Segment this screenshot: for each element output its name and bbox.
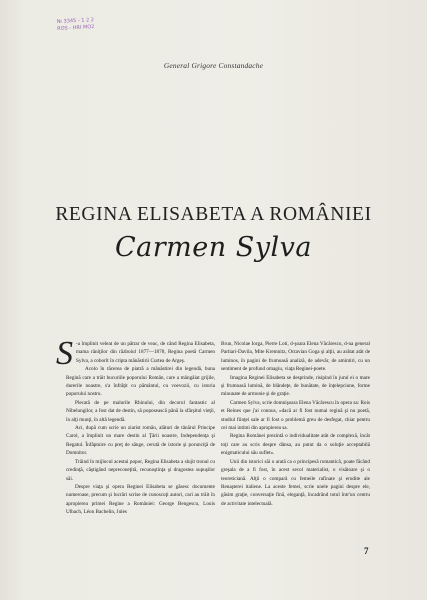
page-number: 7 — [364, 546, 369, 556]
paragraph: Despre viaţa şi opera Reginei Elisabeta se găsesc documente numeroase, precum şi lucrări scrise de cunoscuţi autori, cari au trăit în apropierea primei Regine a României: George Bengescu, Louis Ulbach, Léon Bachelin, Jules — [66, 483, 215, 516]
paragraph-text: -a împlinit veleat de un pătrar de veac, de când Regina Elisabeta, mama răniţilor din războiul 1877—1878, Regina poetă Carmen Sylva, a coborît în cripta mănăstirii Curtea de Argeş. — [76, 341, 215, 364]
paragraph: Imagina Reginei Elisabeta se desprinde, risipind în jurul ei o mare şi frumoasă lumină, de blândeţe, de bunătate, de înţelepciune, forme minunate de armonie şi de graţie. — [221, 374, 370, 398]
paragraph — [56, 335, 215, 372]
paragraph: Unii din istorici săi o arată ca o principesă romantică, poate făcând greşala de a fi fost, în acest secol materialist, o visătoare şi o teoreticiană. Alţii o compară cu femeile rafinate şi erudite ale Renaşterei italiene. La aceste femei, scrie unele pagini despre ele, găsim graţie, conversaţie fină, eleganţă, încadrând totul într'un centru de activitate intelectuală. — [221, 458, 370, 507]
handwritten-line: № 3345 - 1 2 2 — [56, 17, 95, 25]
handwritten-note — [57, 17, 95, 33]
page-subtitle: Carmen Sylva — [115, 232, 312, 263]
paragraph: Acolo în tăcerea de piatră a mănăstirei din legendă, buna Regină care a trăit bucuriile poporului Român, care a mângâiat grijile, durerile noastre, s'a înfrăţit cu pământul, cu voevozii, cu istoria poporului nostru. — [66, 366, 215, 398]
paragraph: Brun, Nicolae Iorga, Pierre Loti, d-şoara Elena Văcărescu, d-na general Partiari-Davila, Mite Kremnitz, Octavian Goga şi alţii, au arătat atât de luminos, în pagini de frumoasă analiză, de adevăr, de amintiri, cu un sentiment de profund omagiu, viaţa Reginei-poete. — [221, 341, 370, 373]
author-name: General Grigore Constandache — [163, 61, 264, 70]
page-title: REGINA ELISABETA A ROMÂNIEI — [55, 204, 372, 226]
paragraph: Aci, după cum scrie un ziarist român, alături de tânărul Principe Carol, a împlinit un mare destin al Ţării noastre, Independenţa şi Regatul. Înfăptuire cu preţ de sânge, cerută de istorie şi porunciţă de Domnitor. — [66, 425, 215, 457]
text-column-right — [221, 340, 370, 508]
paragraph: Trăind în mijlocul acestui popor, Regina Elisabeta a slujit tronul cu credinţă, căştigând nepreconeţită, recunoştinţa şi dragostea supuşilor săi. — [66, 458, 215, 482]
drop-cap: S — [56, 335, 73, 372]
paragraph: Regina Românei prezintă o individualitate atât de complexă, încât toţi care au scris despre dânsa, au putut da o soluţie acceptabilă enigmaticului său suflet». — [221, 433, 370, 457]
text-column-left — [56, 335, 215, 517]
paragraph: Plecată de pe malurile Rhinului, din decorul fantastic al Nibelungilor, a fost dat de destin, să poposească până la sfârşitul vieţii, în alţi munţi, în altă legendă. — [66, 399, 215, 423]
handwritten-line: ROS - HRI MO2 — [57, 24, 95, 32]
paragraph: Carmen Sylva, scrie domnişoara Elena Văcărescu în opera sa: Rois et Reines que j'ai connus, «dacă ar fi fost numai regină şi nu poetă, studiul fiinţei sale ar fi fost o problemă greu de desfegat, chiar pentru cei mai intimi din apropierea sa. — [221, 399, 370, 432]
